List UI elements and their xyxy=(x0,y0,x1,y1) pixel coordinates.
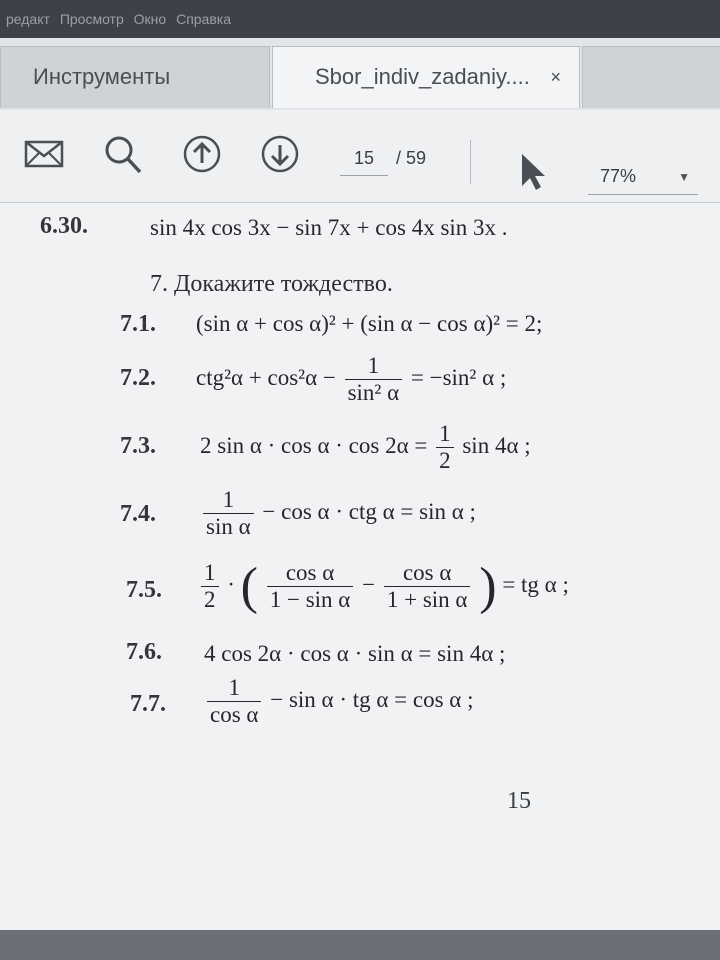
item-expression xyxy=(200,421,531,474)
menu-bar xyxy=(0,0,720,38)
menu-item-view[interactable]: Просмотр xyxy=(59,11,124,27)
chevron-down-icon: ▼ xyxy=(678,170,690,184)
zoom-select[interactable] xyxy=(588,166,698,195)
fraction-numerator: 1 xyxy=(439,421,451,446)
item-expression: 4 cos 2α · cos α · sin α = sin 4α ; xyxy=(204,641,506,666)
expr-rhs: − sin α · tg α = cos α ; xyxy=(270,686,474,712)
item-number: 7.6. xyxy=(126,639,162,665)
fraction xyxy=(203,487,254,540)
fraction xyxy=(207,675,261,728)
fraction-denominator: 2 xyxy=(201,586,219,613)
expr-rhs: = tg α ; xyxy=(502,571,569,597)
fraction-denominator: 2 xyxy=(436,447,454,474)
item-expression: (sin α + cos α)² + (sin α − cos α)² = 2; xyxy=(196,311,543,336)
item-expression xyxy=(196,353,506,406)
item-expression xyxy=(200,487,476,540)
zoom-value: 77% xyxy=(600,166,637,186)
item-number: 7.3. xyxy=(120,433,156,459)
fraction-numerator: cos α xyxy=(402,560,452,585)
fraction-numerator: 1 xyxy=(204,560,216,585)
page-down-icon[interactable] xyxy=(258,132,302,176)
multiply-dot: · xyxy=(227,571,235,597)
fraction-denominator: sin α xyxy=(203,513,254,540)
expr-lhs: ctg²α + cos²α − xyxy=(196,364,336,390)
tab-tools-label: Инструменты xyxy=(33,64,171,89)
page-number-input[interactable]: 15 xyxy=(340,148,388,176)
page-up-icon[interactable] xyxy=(180,132,224,176)
section-heading: 7. Докажите тождество. xyxy=(150,271,393,297)
item-expression: sin 4x cos 3x − sin 7x + cos 4x sin 3x . xyxy=(150,215,508,240)
mail-icon[interactable] xyxy=(22,132,66,176)
fraction xyxy=(436,421,454,474)
menu-item-window[interactable]: Окно xyxy=(133,11,167,27)
tab-document[interactable] xyxy=(272,46,580,108)
close-tab-icon[interactable]: × xyxy=(550,67,561,87)
left-paren: ( xyxy=(240,558,258,615)
menu-item-edit[interactable]: редакт xyxy=(6,11,50,27)
item-number: 7.5. xyxy=(126,577,162,603)
fraction-denominator: 1 − sin α xyxy=(267,586,354,613)
search-icon[interactable] xyxy=(100,132,144,176)
item-expression xyxy=(198,557,569,616)
fraction-denominator: sin² α xyxy=(345,379,403,406)
toolbar-divider xyxy=(470,140,471,184)
expr-rhs: = −sin² α ; xyxy=(410,364,507,390)
fraction-denominator: 1 + sin α xyxy=(384,586,471,613)
page-footer-number: 15 xyxy=(507,788,531,814)
minus-sign: − xyxy=(362,571,376,597)
fraction xyxy=(267,560,354,613)
page-total: / 59 xyxy=(396,148,427,168)
fraction-numerator: cos α xyxy=(285,560,335,585)
fraction xyxy=(201,560,219,613)
item-expression xyxy=(204,675,474,728)
cursor-icon[interactable] xyxy=(512,150,556,194)
fraction-numerator: 1 xyxy=(367,353,380,378)
fraction xyxy=(345,353,403,406)
tab-document-label: Sbor_indiv_zadaniy.... xyxy=(315,64,530,89)
expr-lhs: 2 sin α · cos α · cos 2α = xyxy=(200,432,428,458)
item-number: 7.1. xyxy=(120,311,156,337)
fraction-numerator: 1 xyxy=(222,487,235,512)
fraction xyxy=(384,560,471,613)
tab-tools[interactable] xyxy=(0,46,270,108)
menu-item-help[interactable]: Справка xyxy=(176,11,231,27)
item-number: 7.4. xyxy=(120,501,156,527)
fraction-numerator: 1 xyxy=(228,675,240,700)
right-paren: ) xyxy=(479,558,497,615)
tab-bar xyxy=(0,38,720,110)
tab-empty-area xyxy=(582,46,720,108)
fraction-denominator: cos α xyxy=(207,701,261,728)
expr-rhs: sin 4α ; xyxy=(462,432,531,458)
bottom-edge xyxy=(0,930,720,960)
expr-rhs: − cos α · ctg α = sin α ; xyxy=(262,498,476,524)
item-number: 7.2. xyxy=(120,365,156,391)
item-number: 6.30. xyxy=(40,213,88,239)
item-number: 7.7. xyxy=(130,691,166,717)
document-page xyxy=(0,203,720,930)
toolbar xyxy=(0,110,720,203)
